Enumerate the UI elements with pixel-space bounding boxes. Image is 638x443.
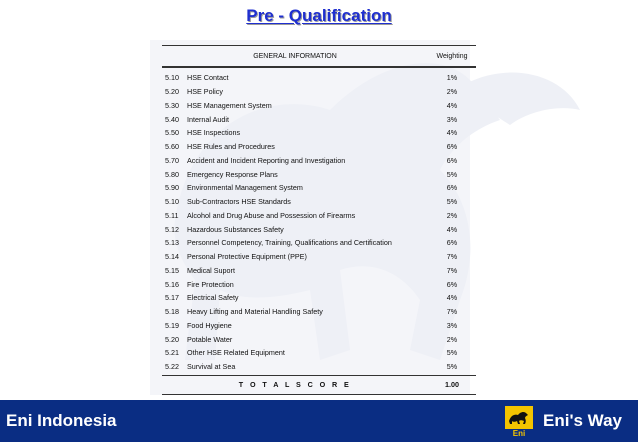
row-weight: 2% [446,87,458,97]
row-weight: 4% [446,293,458,303]
eni-logo-icon [505,406,533,438]
table-body [162,68,476,374]
footer-slogan: Eni's Way [543,411,622,430]
row-label: Sub-Contractors HSE Standards [187,197,291,207]
row-label: Food Hygiene [187,320,232,330]
row-weight: 7% [446,265,458,275]
row-label: HSE Contact [187,73,229,83]
row-weight: 6% [446,183,458,193]
row-code: 5.20 [165,334,179,344]
row-code: 5.19 [165,320,179,330]
table-row [162,250,476,264]
row-weight: 4% [446,100,458,110]
row-code: 5.13 [165,238,179,248]
table-row [162,126,476,140]
table-row [162,360,476,374]
table-row [162,222,476,236]
row-code: 5.12 [165,224,179,234]
footer-company-name: Eni Indonesia [6,411,117,430]
row-code: 5.10 [165,73,179,83]
row-label: Potable Water [187,334,233,344]
table-row [162,140,476,154]
table-row [162,99,476,113]
row-label: Fire Protection [187,279,234,289]
table-row [162,71,476,85]
row-label: HSE Rules and Procedures [187,142,275,152]
page-title: Pre - Qualification [246,6,392,25]
table-row [162,181,476,195]
table-row [162,167,476,181]
row-label: Emergency Response Plans [187,169,278,179]
row-weight: 2% [446,334,458,344]
row-code: 5.70 [165,155,179,165]
row-label: Environmental Management System [187,183,303,193]
row-label: Electrical Safety [187,293,239,303]
table-row [162,277,476,291]
row-code: 5.18 [165,307,179,317]
row-weight: 4% [446,128,458,138]
row-code: 5.14 [165,252,179,262]
row-weight: 5% [446,169,458,179]
row-weight: 2% [446,210,458,220]
row-code: 5.16 [165,279,179,289]
row-weight: 3% [446,320,458,330]
row-code: 5.20 [165,87,179,97]
row-weight: 6% [446,155,458,165]
table-row [162,264,476,278]
weighting-table [162,45,476,395]
footer-bar [0,400,638,442]
row-weight: 5% [446,197,458,207]
header-general-information: GENERAL INFORMATION [253,52,337,60]
row-weight: 3% [446,114,458,124]
header-weighting: Weighting [436,52,468,60]
table-row [162,319,476,333]
table-row [162,305,476,319]
row-code: 5.21 [165,348,179,358]
table-row [162,332,476,346]
row-weight: 4% [446,224,458,234]
row-label: Personnel Competency, Training, Qualifications and Certification [187,238,392,248]
row-weight: 6% [446,238,458,248]
total-score-value: 1.00 [445,380,459,389]
row-label: HSE Policy [187,87,223,97]
row-label: Other HSE Related Equipment [187,348,285,358]
row-label: Alcohol and Drug Abuse and Possession of Firearms [187,210,356,220]
row-label: Internal Audit [187,114,229,124]
table-row [162,346,476,360]
row-weight: 6% [446,279,458,289]
row-label: Medical Suport [187,265,235,275]
table-row [162,236,476,250]
row-label: HSE Inspections [187,128,241,138]
row-code: 5.11 [165,210,179,220]
row-label: Survival at Sea [187,362,236,372]
row-label: Heavy Lifting and Material Handling Safety [187,307,323,317]
row-code: 5.22 [165,362,179,372]
table-row [162,112,476,126]
row-code: 5.10 [165,197,179,207]
table-row [162,85,476,99]
table-row [162,154,476,168]
row-code: 5.15 [165,265,179,275]
total-row [162,375,476,395]
table-header [162,45,476,68]
table-row [162,195,476,209]
row-label: HSE Management System [187,100,272,110]
row-code: 5.30 [165,100,179,110]
row-code: 5.40 [165,114,179,124]
row-label: Hazardous Substances Safety [187,224,284,234]
row-weight: 7% [446,307,458,317]
row-label: Personal Protective Equipment (PPE) [187,252,307,262]
row-code: 5.60 [165,142,179,152]
logo-word: Eni [505,429,533,438]
row-weight: 5% [446,362,458,372]
row-code: 5.50 [165,128,179,138]
total-score-label: T O T A L S C O R E [238,380,352,389]
row-weight: 6% [446,142,458,152]
table-row [162,209,476,223]
table-row [162,291,476,305]
row-weight: 1% [446,73,458,83]
row-weight: 7% [446,252,458,262]
row-code: 5.17 [165,293,179,303]
row-code: 5.90 [165,183,179,193]
row-weight: 5% [446,348,458,358]
row-code: 5.80 [165,169,179,179]
row-label: Accident and Incident Reporting and Investigation [187,155,346,165]
